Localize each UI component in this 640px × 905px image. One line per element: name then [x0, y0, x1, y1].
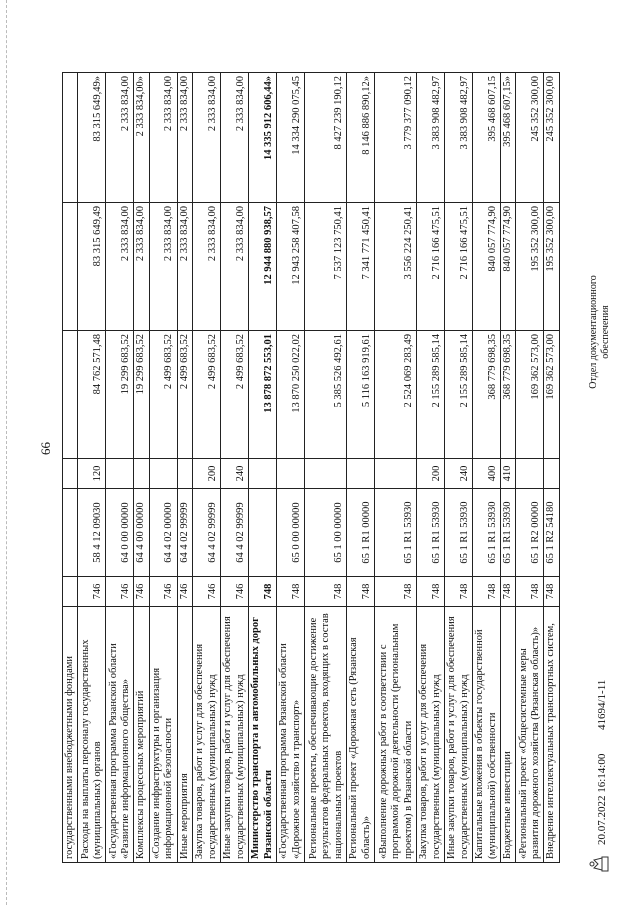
table-row — [78, 73, 106, 863]
amount-col2-cell: 83 315 649,49 — [78, 203, 106, 331]
expense-type-cell: 240 — [221, 459, 249, 489]
table-row — [277, 73, 305, 863]
amount-col3-cell: 14 335 912 606,44» — [249, 73, 277, 203]
expense-type-cell — [305, 459, 347, 489]
row-name-cell: Иные закупки товаров, работ и услуг для обеспечения государственных (муниципальных) нужд — [444, 607, 472, 863]
target-article-cell: 64 4 02 99999 — [221, 489, 249, 577]
admin-code-cell — [63, 577, 78, 607]
amount-col3-cell: 2 333 834,00 — [149, 73, 177, 203]
row-name-cell: Расходы на выплаты персоналу государственных (муниципальных) органов — [78, 607, 106, 863]
amount-col1-cell: 84 762 571,48 — [78, 331, 106, 459]
table-row — [149, 73, 177, 863]
amount-col2-cell: 195 352 300,00 — [544, 203, 559, 331]
expense-type-cell: 200 — [416, 459, 444, 489]
amount-col2-cell: 12 943 258 407,58 — [277, 203, 305, 331]
amount-col2-cell: 2 333 834,00 — [177, 203, 192, 331]
amount-col1-cell: 368 779 698,35 — [472, 331, 500, 459]
table-row — [544, 73, 559, 863]
amount-col1-cell: 5 116 163 919,61 — [347, 331, 375, 459]
row-name-cell: Региональный проект «Дорожная сеть (Рязанская область)» — [347, 607, 375, 863]
admin-code-cell: 748 — [416, 577, 444, 607]
row-name-cell: «Создание инфраструктуры и организация информационной безопасности — [149, 607, 177, 863]
table-row — [221, 73, 249, 863]
expense-type-cell — [516, 459, 544, 489]
admin-code-cell: 748 — [444, 577, 472, 607]
admin-code-cell: 748 — [516, 577, 544, 607]
amount-col1-cell: 2 499 683,52 — [221, 331, 249, 459]
amount-col1-cell: 5 385 526 492,61 — [305, 331, 347, 459]
amount-col3-cell: 83 315 649,49» — [78, 73, 106, 203]
expense-type-cell — [106, 459, 134, 489]
target-article-cell: 64 4 02 00000 — [149, 489, 177, 577]
expense-type-cell — [177, 459, 192, 489]
admin-code-cell: 746 — [134, 577, 149, 607]
amount-col3-cell: 2 333 834,00 — [193, 73, 221, 203]
table-row — [500, 73, 515, 863]
amount-col3-cell: 395 468 607,15 — [472, 73, 500, 203]
coat-of-arms-icon — [588, 853, 610, 875]
expense-type-cell: 200 — [193, 459, 221, 489]
row-name-cell: Министерство транспорта и автомобильных дорог Рязанской области — [249, 607, 277, 863]
amount-col1-cell: 2 155 289 585,14 — [444, 331, 472, 459]
target-article-cell: 65 1 R1 53930 — [472, 489, 500, 577]
row-name-cell: Закупка товаров, работ и услуг для обеспечения государственных (муниципальных) нужд — [416, 607, 444, 863]
amount-col1-cell: 368 779 698,35 — [500, 331, 515, 459]
amount-col3-cell: 3 383 908 482,97 — [416, 73, 444, 203]
table-row — [177, 73, 192, 863]
amount-col2-cell: 840 057 774,90 — [472, 203, 500, 331]
admin-code-cell: 748 — [544, 577, 559, 607]
table-row — [347, 73, 375, 863]
expense-type-cell — [374, 459, 416, 489]
target-article-cell: 64 4 02 99999 — [193, 489, 221, 577]
amount-col1-cell: 19 299 683,52 — [134, 331, 149, 459]
row-name-cell: Иные мероприятия — [177, 607, 192, 863]
expense-type-cell: 240 — [444, 459, 472, 489]
amount-col1-cell: 2 499 683,52 — [193, 331, 221, 459]
amount-col3-cell: 245 352 300,00 — [544, 73, 559, 203]
table-row — [472, 73, 500, 863]
department-stamp — [588, 247, 611, 417]
budget-table — [62, 72, 560, 863]
target-article-cell: 65 1 R2 00000 — [516, 489, 544, 577]
expense-type-cell — [249, 459, 277, 489]
amount-col2-cell: 2 333 834,00 — [193, 203, 221, 331]
amount-col2-cell: 840 057 774,90 — [500, 203, 515, 331]
target-article-cell: 65 1 R1 00000 — [347, 489, 375, 577]
admin-code-cell: 746 — [177, 577, 192, 607]
table-row — [416, 73, 444, 863]
stamp-line-1: Отдел документационного — [588, 275, 599, 389]
scan-artifact-line — [6, 0, 7, 905]
amount-col1-cell: 2 524 069 283,49 — [374, 331, 416, 459]
row-name-cell: государственными внебюджетными фондами — [63, 607, 78, 863]
row-name-cell: «Государственная программа Рязанской области «Развитие информационного общества» — [106, 607, 134, 863]
target-article-cell — [63, 489, 78, 577]
row-name-cell: Комплексы процессных мероприятий — [134, 607, 149, 863]
target-article-cell: 65 1 00 00000 — [305, 489, 347, 577]
target-article-cell: 64 4 00 00000 — [134, 489, 149, 577]
amount-col2-cell: 195 352 300,00 — [516, 203, 544, 331]
target-article-cell — [249, 489, 277, 577]
amount-col3-cell: 3 383 908 482,97 — [444, 73, 472, 203]
amount-col1-cell: 169 362 573,00 — [516, 331, 544, 459]
table-row — [444, 73, 472, 863]
amount-col1-cell — [63, 331, 78, 459]
amount-col2-cell: 2 333 834,00 — [134, 203, 149, 331]
expense-type-cell — [347, 459, 375, 489]
amount-col3-cell: 2 333 834,00 — [221, 73, 249, 203]
admin-code-cell: 748 — [347, 577, 375, 607]
table-row — [374, 73, 416, 863]
target-article-cell: 65 1 R1 53930 — [444, 489, 472, 577]
expense-type-cell — [134, 459, 149, 489]
footer-date: 20.07.2022 16:14:00 — [596, 753, 608, 845]
amount-col2-cell: 7 341 771 450,41 — [347, 203, 375, 331]
amount-col3-cell: 8 146 886 890,12» — [347, 73, 375, 203]
target-article-cell: 58 4 12 09030 — [78, 489, 106, 577]
row-name-cell: Капитальные вложения в объекты государственной (муниципальной) собственности — [472, 607, 500, 863]
table-body — [63, 73, 560, 863]
amount-col3-cell: 245 352 300,00 — [516, 73, 544, 203]
target-article-cell: 65 1 R1 53930 — [500, 489, 515, 577]
table-row — [106, 73, 134, 863]
amount-col1-cell: 2 499 683,52 — [177, 331, 192, 459]
target-article-cell: 65 1 R2 54180 — [544, 489, 559, 577]
expense-type-cell — [63, 459, 78, 489]
page-number: 66 — [38, 442, 53, 455]
admin-code-cell: 748 — [277, 577, 305, 607]
table-row — [134, 73, 149, 863]
admin-code-cell: 746 — [221, 577, 249, 607]
amount-col1-cell: 13 878 872 553,01 — [249, 331, 277, 459]
table-row — [516, 73, 544, 863]
amount-col2-cell: 2 333 834,00 — [221, 203, 249, 331]
table-row — [63, 73, 78, 863]
table-row — [249, 73, 277, 863]
amount-col2-cell — [63, 203, 78, 331]
amount-col2-cell: 3 556 224 250,41 — [374, 203, 416, 331]
expense-type-cell: 400 — [472, 459, 500, 489]
row-name-cell: «Региональный проект «Общесистемные меры развития дорожного хозяйства (Рязанская область)» — [516, 607, 544, 863]
amount-col1-cell: 2 499 683,52 — [149, 331, 177, 459]
expense-type-cell: 120 — [78, 459, 106, 489]
row-name-cell: Региональные проекты, обеспечивающие достижение результатов федеральных проектов, входящих в состав национальных проектов — [305, 607, 347, 863]
expense-type-cell — [544, 459, 559, 489]
target-article-cell: 65 1 R1 53930 — [416, 489, 444, 577]
expense-type-cell — [277, 459, 305, 489]
amount-col1-cell: 19 299 683,52 — [106, 331, 134, 459]
amount-col3-cell: 8 427 239 190,12 — [305, 73, 347, 203]
admin-code-cell: 746 — [106, 577, 134, 607]
amount-col3-cell — [63, 73, 78, 203]
amount-col3-cell: 2 333 834,00 — [177, 73, 192, 203]
admin-code-cell: 748 — [472, 577, 500, 607]
admin-code-cell: 748 — [305, 577, 347, 607]
admin-code-cell: 746 — [149, 577, 177, 607]
admin-code-cell: 746 — [78, 577, 106, 607]
amount-col2-cell: 7 537 123 750,41 — [305, 203, 347, 331]
amount-col2-cell: 2 716 166 475,51 — [416, 203, 444, 331]
amount-col3-cell: 3 779 377 090,12 — [374, 73, 416, 203]
amount-col2-cell: 2 333 834,00 — [149, 203, 177, 331]
target-article-cell: 65 0 00 00000 — [277, 489, 305, 577]
stamp-line-2: обеспечения — [599, 305, 611, 359]
target-article-cell: 65 1 R1 53930 — [374, 489, 416, 577]
expense-type-cell: 410 — [500, 459, 515, 489]
amount-col3-cell: 2 333 834,00 — [106, 73, 134, 203]
row-name-cell: Иные закупки товаров, работ и услуг для обеспечения государственных (муниципальных) нужд — [221, 607, 249, 863]
admin-code-cell: 748 — [374, 577, 416, 607]
amount-col3-cell: 14 334 290 075,45 — [277, 73, 305, 203]
target-article-cell: 64 0 00 00000 — [106, 489, 134, 577]
admin-code-cell: 746 — [193, 577, 221, 607]
amount-col2-cell: 12 944 880 938,57 — [249, 203, 277, 331]
amount-col1-cell: 2 155 289 585,14 — [416, 331, 444, 459]
amount-col3-cell: 395 468 607,15» — [500, 73, 515, 203]
target-article-cell: 64 4 02 99999 — [177, 489, 192, 577]
amount-col1-cell: 169 362 573,00 — [544, 331, 559, 459]
admin-code-cell: 748 — [249, 577, 277, 607]
row-name-cell: «Государственная программа Рязанской области «Дорожное хозяйство и транспорт» — [277, 607, 305, 863]
row-name-cell: «Выполнение дорожных работ в соответствии с программой дорожной деятельности (региональным проектом) в Рязанской области — [374, 607, 416, 863]
amount-col3-cell: 2 333 834,00» — [134, 73, 149, 203]
row-name-cell: Внедрение интеллектуальных транспортных систем, — [544, 607, 559, 863]
amount-col1-cell: 13 870 250 022,02 — [277, 331, 305, 459]
amount-col2-cell: 2 333 834,00 — [106, 203, 134, 331]
table-row — [305, 73, 347, 863]
amount-col2-cell: 2 716 166 475,51 — [444, 203, 472, 331]
admin-code-cell: 748 — [500, 577, 515, 607]
table-row — [193, 73, 221, 863]
footer-doc-id: 41694/1-11 — [596, 679, 608, 730]
row-name-cell: Закупка товаров, работ и услуг для обеспечения государственных (муниципальных) нужд — [193, 607, 221, 863]
expense-type-cell — [149, 459, 177, 489]
row-name-cell: Бюджетные инвестиции — [500, 607, 515, 863]
